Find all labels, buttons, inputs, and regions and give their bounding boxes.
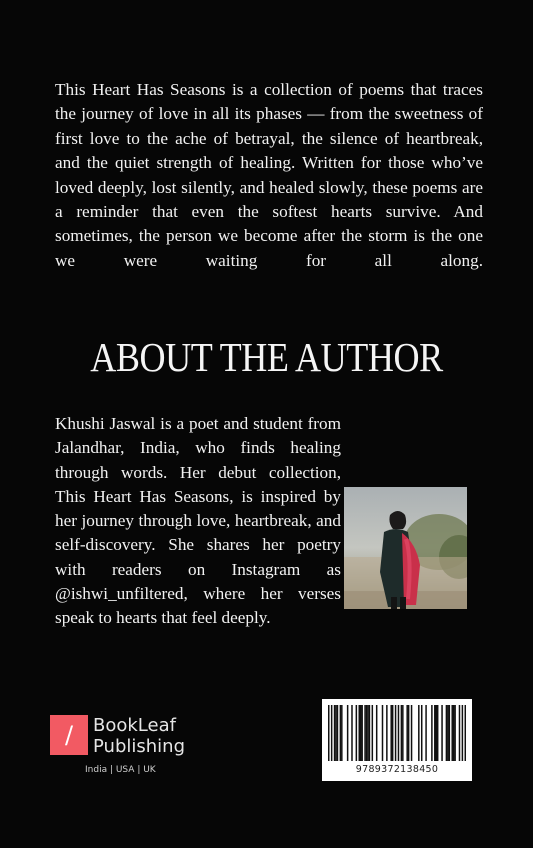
book-blurb: This Heart Has Seasons is a collection of poems that traces the journey of love in all its phases — from the sweetness of first love to the ache of betrayal, the silence of heartbreak, and the quiet strength of healing. Written for those who’ve loved deeply, lost silently, and healed slowly, these poems are a reminder that even the softest hearts survive. And sometimes, the person we become after the storm is the one we were waiting for all along. (55, 80, 483, 270)
barcode-bar (406, 705, 408, 761)
barcode-bar (364, 705, 366, 761)
isbn-barcode (322, 699, 472, 781)
author-photo-image (344, 487, 467, 609)
about-author-heading: ABOUT THE AUTHOR (90, 334, 443, 380)
barcode-bar (421, 705, 423, 761)
barcode-bar (449, 705, 451, 761)
barcode-bar (390, 705, 392, 761)
barcode-bar (453, 705, 455, 761)
publisher-name-line-2: Publishing (93, 736, 185, 757)
barcode-bar (367, 705, 369, 761)
isbn-number: 9789372138450 (355, 764, 439, 775)
author-photo (344, 487, 467, 609)
author-bio: Khushi Jaswal is a poet and student from Jalandhar, India, who finds healing through words. Her debut collection, This Heart Has Seasons, is inspired by her journey through love, heartbreak, and self-discovery. She shares her poetry with readers on Instagram as @ishwi_unfiltered, where her verses speak to hearts that feel deeply. (55, 414, 341, 628)
barcode-bar (425, 705, 427, 761)
barcode-bar (360, 705, 362, 761)
barcode-bar (459, 705, 461, 761)
barcode-bar (372, 705, 374, 761)
barcode-bar (434, 705, 436, 761)
barcode-bar (351, 705, 353, 761)
barcode-bar (402, 705, 404, 761)
publisher-mark-icon: / (50, 715, 88, 755)
barcode-bar (454, 705, 456, 761)
barcode-bar (359, 705, 361, 761)
barcode-bar (451, 705, 453, 761)
barcode-bar (331, 705, 333, 761)
barcode-bar (369, 705, 371, 761)
barcode-bar (328, 705, 330, 761)
barcode-bar (441, 705, 443, 761)
barcode-bar (398, 705, 400, 761)
barcode-bar (335, 705, 337, 761)
barcode-bar (337, 705, 339, 761)
barcode-bar (340, 705, 342, 761)
barcode-bar (465, 705, 466, 761)
barcode-bar (411, 705, 413, 761)
barcode-bar (462, 705, 464, 761)
barcode-bar (408, 705, 410, 761)
publisher-regions: India | USA | UK (85, 765, 156, 775)
barcode-bar (334, 705, 336, 761)
barcode-bar (395, 705, 397, 761)
barcode-bar (366, 705, 368, 761)
barcode-bar (386, 705, 388, 761)
barcode-bar (431, 705, 433, 761)
barcode-bar (418, 705, 420, 761)
barcode-bar (435, 705, 437, 761)
barcode-bar (376, 705, 378, 761)
barcode-bar (446, 705, 448, 761)
barcode-bar (392, 705, 394, 761)
barcode-bar (356, 705, 358, 761)
publisher-name-line-1: BookLeaf (93, 715, 176, 736)
barcode-bars (328, 705, 466, 761)
barcode-bar (401, 705, 403, 761)
barcode-bar (361, 705, 363, 761)
barcode-bar (447, 705, 449, 761)
barcode-bar (382, 705, 384, 761)
barcode-bar (341, 705, 343, 761)
barcode-bar (347, 705, 349, 761)
barcode-bar (437, 705, 439, 761)
publisher-logo (50, 715, 210, 785)
